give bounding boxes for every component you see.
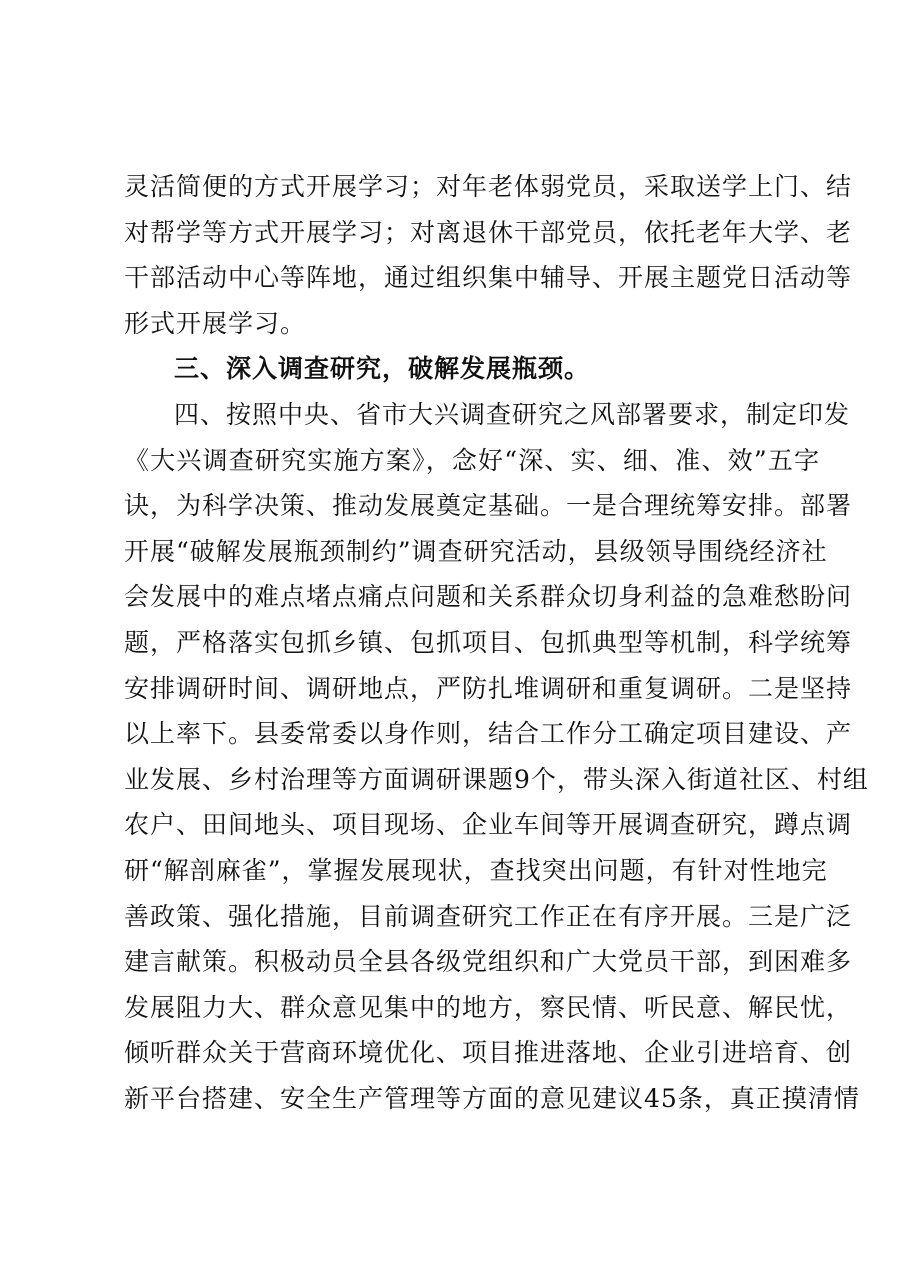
paragraph-line: 诀，为科学决策、推动发展奠定基础。一是合理统筹安排。部署 — [124, 491, 853, 521]
paragraph-line: 农户、田间地头、项目现场、企业车间等开展调查研究，蹲点调 — [124, 810, 853, 840]
section-heading: 三、深入调查研究，破解发展瓶颈。 — [174, 354, 591, 384]
paragraph-line: 以上率下。县委常委以身作则，结合工作分工确定项目建设、产 — [124, 719, 853, 749]
paragraph-line: 四、按照中央、省市大兴调查研究之风部署要求，制定印发 — [174, 399, 851, 429]
paragraph-line: 灵活简便的方式开展学习；对年老体弱党员，采取送学上门、结 — [124, 172, 853, 201]
paragraph-line: 倾听群众关于营商环境优化、项目推进落地、企业引进培育、创 — [124, 1038, 853, 1068]
paragraph-line: 安排调研时间、调研地点，严防扎堆调研和重复调研。二是坚持 — [124, 673, 853, 703]
paragraph-line: 干部活动中心等阵地，通过组织集中辅导、开展主题党日活动等 — [124, 263, 853, 293]
paragraph-line: 新平台搭建、安全生产管理等方面的意见建议45条，真正摸清情 — [124, 1083, 860, 1113]
paragraph-line: 形式开展学习。 — [124, 308, 307, 338]
paragraph-line: 《大兴调查研究实施方案》，念好“深、实、细、准、效”五字 — [124, 445, 820, 475]
paragraph-line: 对帮学等方式开展学习；对离退休干部党员，依托老年大学、老 — [124, 217, 853, 247]
paragraph-line: 研“解剖麻雀”，掌握发展现状，查找突出问题，有针对性地完 — [124, 855, 828, 885]
paragraph-line: 会发展中的难点堵点痛点问题和关系群众切身利益的急难愁盼问 — [124, 582, 853, 612]
paragraph-line: 善政策、强化措施，目前调查研究工作正在有序开展。三是广泛 — [124, 901, 853, 931]
paragraph-line: 题，严格落实包抓乡镇、包抓项目、包抓典型等机制，科学统筹 — [124, 627, 853, 657]
paragraph-line: 发展阻力大、群众意见集中的地方，察民情、听民意、解民忧， — [124, 992, 853, 1022]
paragraph-line: 开展“破解发展瓶颈制约”调查研究活动，县级领导围绕经济社 — [124, 536, 828, 566]
document-body — [124, 164, 869, 1121]
paragraph-line: 建言献策。积极动员全县各级党组织和广大党员干部，到困难多 — [124, 947, 853, 977]
paragraph-line: 业发展、乡村治理等方面调研课题9个，带头深入街道社区、村组 — [124, 764, 869, 794]
